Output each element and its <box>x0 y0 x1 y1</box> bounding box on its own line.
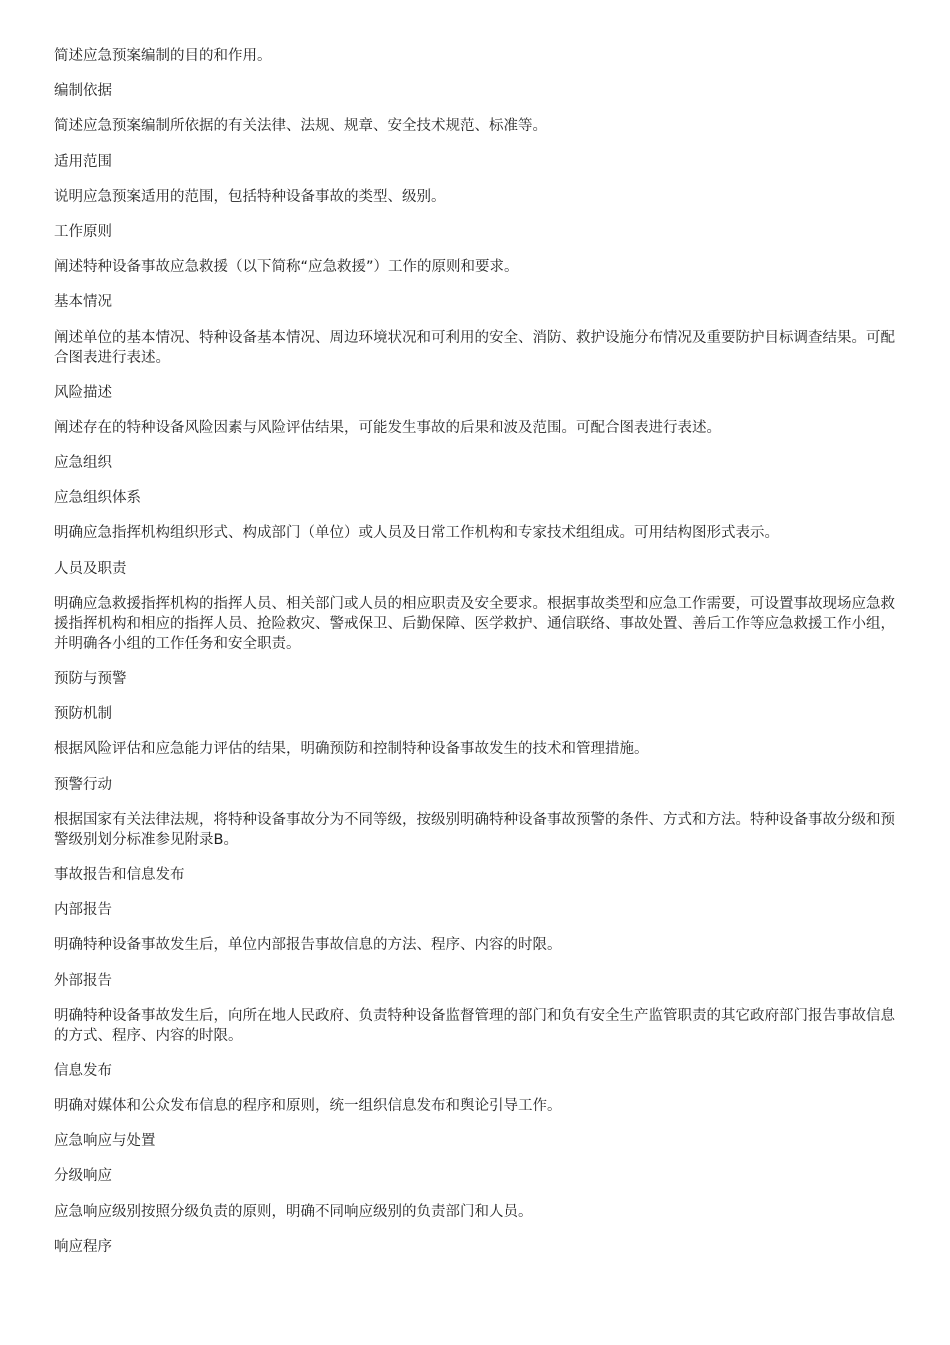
heading-internal-report: 内部报告 <box>54 902 112 919</box>
paragraph-internal-report-body: 明确特种设备事故发生后，单位内部报告事故信息的方法、程序、内容的时限。 <box>54 937 562 954</box>
heading-prevention-mechanism: 预防机制 <box>54 706 112 723</box>
heading-graded-response: 分级响应 <box>54 1168 112 1185</box>
heading-personnel-duties: 人员及职责 <box>54 560 127 577</box>
paragraph-basic-situation-body: 阐述单位的基本情况、特种设备基本情况、周边环境状况和可利用的安全、消防、救护设施分布情况及重要防护目标调查结果。可配合图表进行表述。 <box>54 329 895 366</box>
heading-information-release: 信息发布 <box>54 1062 112 1079</box>
heading-emergency-organization: 应急组织 <box>54 455 112 472</box>
paragraph-organization-system-body: 明确应急指挥机构组织形式、构成部门（单位）或人员及日常工作机构和专家技术组组成。可用结构图形式表示。 <box>54 525 779 542</box>
paragraph-external-report-body: 明确特种设备事故发生后，向所在地人民政府、负责特种设备监督管理的部门和负有安全生产监管职责的其它政府部门报告事故信息的方式、程序、内容的时限。 <box>54 1007 895 1044</box>
paragraph-information-release-body: 明确对媒体和公众发布信息的程序和原则，统一组织信息发布和舆论引导工作。 <box>54 1098 562 1115</box>
heading-report-release: 事故报告和信息发布 <box>54 866 185 883</box>
heading-organization-system: 应急组织体系 <box>54 490 141 507</box>
paragraph-personnel-duties-body: 明确应急救援指挥机构的指挥人员、相关部门或人员的相应职责及安全要求。根据事故类型和应急工作需要，可设置事故现场应急救援指挥机构和相应的指挥人员、抢险救灾、警戒保卫、后勤保障、医学救护、通信联络、事故处置、善后工作等应急救援工作小组，并明确各小组的工作任务和安全职责。 <box>54 595 895 652</box>
heading-risk-description: 风险描述 <box>54 384 112 401</box>
paragraph-purpose-body: 简述应急预案编制的目的和作用。 <box>54 48 272 64</box>
heading-response-procedure: 响应程序 <box>54 1238 112 1255</box>
heading-scope: 适用范围 <box>54 153 112 170</box>
heading-response-disposal: 应急响应与处置 <box>54 1133 156 1150</box>
paragraph-basis-body: 简述应急预案编制所依据的有关法律、法规、规章、安全技术规范、标准等。 <box>54 118 547 135</box>
paragraph-warning-action-body: 根据国家有关法律法规，将特种设备事故分为不同等级，按级别明确特种设备事故预警的条件、方式和方法。特种设备事故分级和预警级别划分标准参见附录B。 <box>54 811 895 848</box>
heading-prevention-warning: 预防与预警 <box>54 671 127 687</box>
heading-principles: 工作原则 <box>54 223 112 240</box>
paragraph-principles-body: 阐述特种设备事故应急救援（以下简称“应急救援”）工作的原则和要求。 <box>54 259 519 276</box>
paragraph-scope-body: 说明应急预案适用的范围，包括特种设备事故的类型、级别。 <box>54 188 446 205</box>
heading-basic-situation: 基本情况 <box>54 294 112 311</box>
paragraph-graded-response-body: 应急响应级别按照分级负责的原则，明确不同响应级别的负责部门和人员。 <box>54 1203 533 1220</box>
paragraph-risk-description-body: 阐述存在的特种设备风险因素与风险评估结果，可能发生事故的后果和波及范围。可配合图表进行表述。 <box>54 419 721 436</box>
heading-basis: 编制依据 <box>54 83 112 100</box>
heading-external-report: 外部报告 <box>54 972 112 989</box>
heading-warning-action: 预警行动 <box>54 776 112 793</box>
paragraph-prevention-mechanism-body: 根据风险评估和应急能力评估的结果，明确预防和控制特种设备事故发生的技术和管理措施。 <box>54 741 649 758</box>
